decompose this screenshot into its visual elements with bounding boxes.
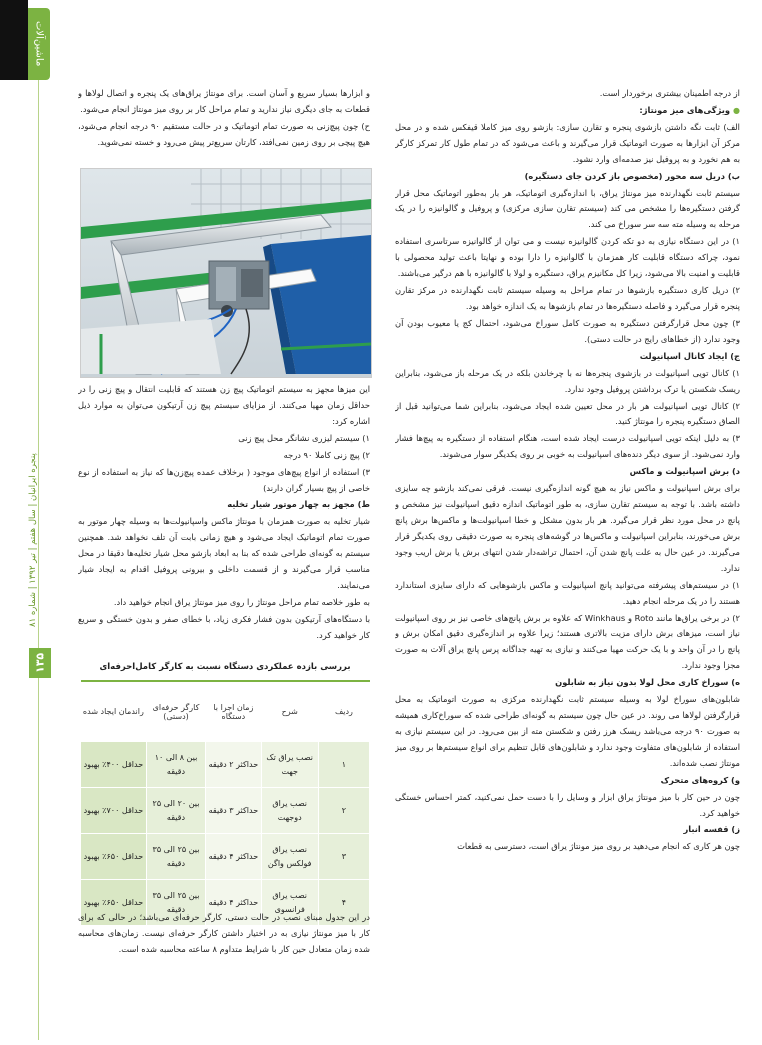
paragraph: ۳) به دلیل اینکه تویی اسپانیولت درست ایجاد شده است، هنگام استفاده از دستگیره به پیچ‌ها فشار وارد نمی‌شود. از سوی دیگر دنده‌های اسپانیولت به خوبی بر روی یکدیگر سوار می‌شوند.: [395, 433, 740, 460]
table-cell: نصب یراق تک جهت: [261, 742, 318, 788]
paragraph: شیار تخلیه به صورت همزمان با مونتاژ ماکس واسپانیولت‌ها به وسیله چهار موتور به صورت تمام اتوماتیک ایجاد می‌شود و هیچ زمانی بابت آن تلف نخواهد شد. همچنین سیستم به گونه‌ای طراحی شده که بنا به ابعاد بازشو محل شیار تخلیه‌ها دقیقا در محل مناسب قرار می‌گیرند و از قسمت داخلی و بیرونی پروفیل اقدام به ایجاد شیار می‌نمایند.: [78, 516, 370, 591]
paragraph: ۱) در این دستگاه نیازی به دو تکه کردن گالوانیزه نیست و می توان از گالوانیزه سرتاسری استفاده نمود، چراکه دستگاه قابلیت کار همزمان با گالوانیزه را دارا بوده و نهایتا باعث تولید محصولی با قابلیت و امنیت بالا می‌شود، زیرا کل مکانیزم یراق، دستگیره و لولا با گالوانیزه با هم درگیر می‌باشند.: [395, 236, 740, 279]
table-cell: حداقل ۶۵۰٪ بهبود: [81, 834, 147, 880]
table-cell: نصب یراق دوجهت: [261, 788, 318, 834]
table-cell: ۴: [318, 880, 369, 926]
left-column-middle: [78, 382, 370, 647]
paragraph: ۱) سیستم لیزری نشانگر محل پیچ زنی: [238, 432, 370, 443]
margin-black-bar: [0, 0, 28, 80]
table-cell: بین ۲۵ الی ۳۵ دقیقه: [146, 834, 205, 880]
paragraph: چون هر کاری که انجام می‌دهید بر روی میز مونتاژ یراق است، دسترسی به قطعات: [457, 841, 740, 852]
paragraph: شابلون‌های سوراخ لولا به وسیله سیستم ثابت نگهدارنده مرکزی به صورت اتوماتیک به محل قرارگرفتن لولاها می روند. در عین حال چون سیستم به گونه‌ای طراحی شده که سوراخ‌کاری همیشه به صورت ۹۰ درجه می‌باشد ریسک هرز رفتن و شکستن مته از بین می‌رود. در این سیستم نیازی به استفاده از شابلون‌های متفاوت وجود ندارد و شابلون‌های قابل تنظیم برای انواع سیستم‌ها بر روی میز مونتاژ نصب شده‌اند.: [395, 694, 740, 768]
table-row: [81, 834, 370, 880]
paragraph: با دستگاه‌های آرتیکون بدون فشار فکری زیاد، با خطای صفر و بدون خستگی و سریع کار خواهید کرد.: [78, 613, 370, 640]
table-cell: ۲: [318, 788, 369, 834]
paragraph: در این جدول مبنای نصب در حالت دستی، کارگر حرفه‌ای می‌باشد؛ در حالی که برای کار با میز مونتاژ نیازی به در اختیار داشتن کارگر حرفه‌ای نیست. زمان‌های محاسبه شده زمان متعادل حین کار با شرایط متداوم ۸ ساعته محاسبه شده است.: [78, 912, 370, 954]
table-cell: نصب یراق فولکس واگن: [261, 834, 318, 880]
paragraph: برای برش اسپانیولت و ماکس نیاز به هیچ گونه اندازه‌گیری نیست. فرقی نمی‌کند بازشو چه سایزی داشته باشد. با توجه به سیستم تقارن سازی، به طور اتوماتیک اندازه دقیق اسپانیولت نیز مشخص و پانچ در محل مورد نظر قرار می‌گیرد. هر بار بدون مشکل و خطا اسپانیولت‌ها و ماکس‌ها برش پانچ برش می‌خورند، بنابراین اسپانیولت و ماکس‌ها در گوشه‌های پنجره به صورت دقیقی روی یکدیگر قرار می‌گیرند. در عین حال به علت پانچ شدن آن، احتمال تراشه‌دار شدن انتهای برش یا برش اریب وجود ندارد.: [395, 483, 740, 573]
table-header-row: [81, 681, 370, 742]
subheading: و) کروه‌های متحرک: [660, 774, 740, 785]
assembly-machine-photo: [80, 168, 372, 378]
paragraph: ۱) کانال تویی اسپانیولت در بازشوی پنجره‌ها نه با چرخاندن بلکه در یک مرحله باز می‌شود، بنابراین ریسک شکستن یا ترک برداشتن پروفیل وجود ندارد.: [395, 367, 740, 394]
table-row: [81, 742, 370, 788]
table-cell: بین ۲۵ الی ۳۵ دقیقه: [146, 880, 205, 926]
section-tab: ماشین‌آلات: [28, 8, 50, 80]
paragraph: ۲) کانال تویی اسپانیولت هر بار در محل تعیین شده ایجاد می‌شود، بنابراین شما می‌توانید قبل از الصاق دستگیره پنجره را مونتاژ کنید.: [395, 400, 740, 427]
table-cell: حداکثر ۴ دقیقه: [206, 834, 261, 880]
table-cell: بین ۲۰ الی ۲۵ دقیقه: [146, 788, 205, 834]
table-title: بررسی بازده عملکردی دستگاه نسبت به کارگر کامل‌احرفه‌ای: [99, 662, 351, 672]
paragraph: الف) ثابت نگه داشتن بازشوی پنجره و تقارن سازی: بازشو روی میز کاملا قیفکس شده و در محل مرکز آن ابزارها به صورت اتوماتیک قرار می‌گیرند و باعث می‌شود که در تمام طول کار تمرکز کارگر به هم نخورد و به پروفیل نیز صدمه‌ای وارد نشود.: [395, 121, 740, 164]
table-header-cell: زمان اجرا با دستگاه: [206, 681, 261, 742]
table-cell: حداکثر ۲ دقیقه: [206, 742, 261, 788]
table-cell: حداکثر ۳ دقیقه: [206, 788, 261, 834]
subheading: ط) مجهز به چهار موتور شیار تخلیه: [227, 499, 370, 510]
paragraph: چون در حین کار با میز مونتاژ یراق ابزار و وسایل را با دست حمل نمی‌کنید، کمتر احساس خستگی خواهید کرد.: [395, 791, 740, 818]
subheading: ه) سوراخ کاری محل لولا بدون نیاز به شابلون: [555, 677, 740, 688]
table-row: [81, 788, 370, 834]
machine-illustration: [81, 169, 371, 377]
paragraph: ۲) در برخی یراق‌ها مانند Roto و Winkhaus که علاوه بر برش پانچ‌های خاصی نیز بر روی اسپانیولت نیاز است، میزهای برش دارای مزیت بالاتری هستند؛ زیرا علاوه بر اندازه‌گیری دقیق امکان برش و پانچ را در آن واحد و با یک حرکت مهیا می‌کنند و نیازی به تهیه جداگانه پرس پانچ یراق آلات به صورت مجزا وجود ندارد.: [395, 612, 740, 671]
running-title: پنجره ایرانیان | سال هفتم | تیر ۱۳۹۲ | شماره ۸۱: [28, 453, 38, 627]
table-cell: نصب یراق فرانسوی: [261, 880, 318, 926]
paragraph: ۳) چون محل قرارگرفتن دستگیره به صورت کامل سوراخ می‌شود، احتمال کج یا معیوب بودن آن وجود ندارد (از خطاهای رایج در حالت دستی).: [395, 317, 740, 344]
table-cell: ۳: [318, 834, 369, 880]
table-cell: حداقل ۷۰۰٪ بهبود: [81, 788, 147, 834]
subheading: ج) ایجاد کانال اسپانیولت: [639, 350, 740, 361]
paragraph: ۳) استفاده از انواع پیچ‌های موجود ( برخلاف عمده پیچ‌زن‌ها که نیاز به استفاده از نوع خاصی از پیچ بسیار گران دارند): [78, 466, 370, 493]
paragraph: سیستم ثابت نگهدارنده میز مونتاژ یراق، با اندازه‌گیری اتوماتیک، هر بار به‌طور اتوماتیک محل قرار گرفتن دستگیره‌ها را مشخص می کند (سیستم تقارن سازی مرکزی) و پروفیل و گالوانیزه را در یک مرحله به وسیله مته سه سر سوراخ می کند.: [395, 187, 740, 230]
table-cell: بین ۸ الی ۱۰ دقیقه: [146, 742, 205, 788]
table-header-cell: شرح: [261, 681, 318, 742]
paragraph: ح) چون پیچ‌زنی به صورت تمام اتوماتیک و در حالت مستقیم ۹۰ درجه انجام می‌شود، هیچ پیچی بر روی زمین نمی‌افتد، کارتان سریع‌تر پیش می‌رود و خسته نمی‌شوید.: [78, 120, 370, 147]
table-cell: ۱: [318, 742, 369, 788]
paragraph: این میزها مجهز به سیستم اتوماتیک پیچ زن هستند که قابلیت انتقال و پیچ زنی را در حداقل زمان مهیا می‌کنند. از مزایای سیستم پیچ زن آرتیکون می‌توان به موارد ذیل اشاره کرد:: [78, 384, 370, 426]
bullet-heading: ● ویژگی‌های میز مونتاژ:: [395, 103, 740, 119]
table-header-cell: راندمان ایجاد شده: [81, 681, 147, 742]
paragraph: از درجه اطمینان بیشتری برخوردار است.: [599, 88, 740, 98]
subheading: ز) قفسه انبار: [683, 824, 740, 835]
paragraph: ۱) در سیستم‌های پیشرفته می‌توانید پانچ اسپانیولت و ماکس بازشوهایی که دارای سایزی استاندارد هستند را در یک مرحله انجام دهید.: [395, 579, 740, 606]
table-cell: حداقل ۶۵۰٪ بهبود: [81, 880, 147, 926]
table-cell: حداقل ۴۰۰٪ بهبود: [81, 742, 147, 788]
paragraph: ۲) پیچ زنی کاملا ۹۰ درجه: [283, 449, 370, 460]
subheading: د) برش اسپانیولت و ماکس: [629, 466, 740, 477]
table-header-cell: ردیف: [318, 681, 369, 742]
paragraph: ۲) دریل کاری دستگیره بازشوها در تمام مراحل به وسیله سیستم ثابت نگهدارنده در مرکز تقارن پنجره قرار می‌گیرد و فاصله دستگیره‌ها در تمام بازشوها به یک اندازه خواهد بود.: [395, 285, 740, 311]
left-column-top: [78, 86, 370, 166]
subheading: ب) دریل سه محور (مخصوص باز کردن جای دستگیره): [524, 170, 740, 181]
right-column: [395, 86, 740, 1036]
paragraph: به طور خلاصه تمام مراحل مونتاژ را روی میز مونتاژ یراق انجام خواهید داد.: [113, 596, 370, 607]
table-header-cell: کارگر حرفه‌ای (دستی): [146, 681, 205, 742]
page-number: ۱۳۵: [29, 648, 51, 678]
performance-table: [80, 680, 370, 926]
paragraph: و ابزارها بسیار سریع و آسان است. برای مونتاژ یراق‌های یک پنجره و اتصال لولاها و قطعات به جای دیگری نیاز ندارید و تمام مراحل کار بر روی میز مونتاژ انجام می‌شود.: [78, 88, 370, 114]
table-cell: حداکثر ۴ دقیقه: [206, 880, 261, 926]
left-column-bottom: [78, 910, 370, 990]
